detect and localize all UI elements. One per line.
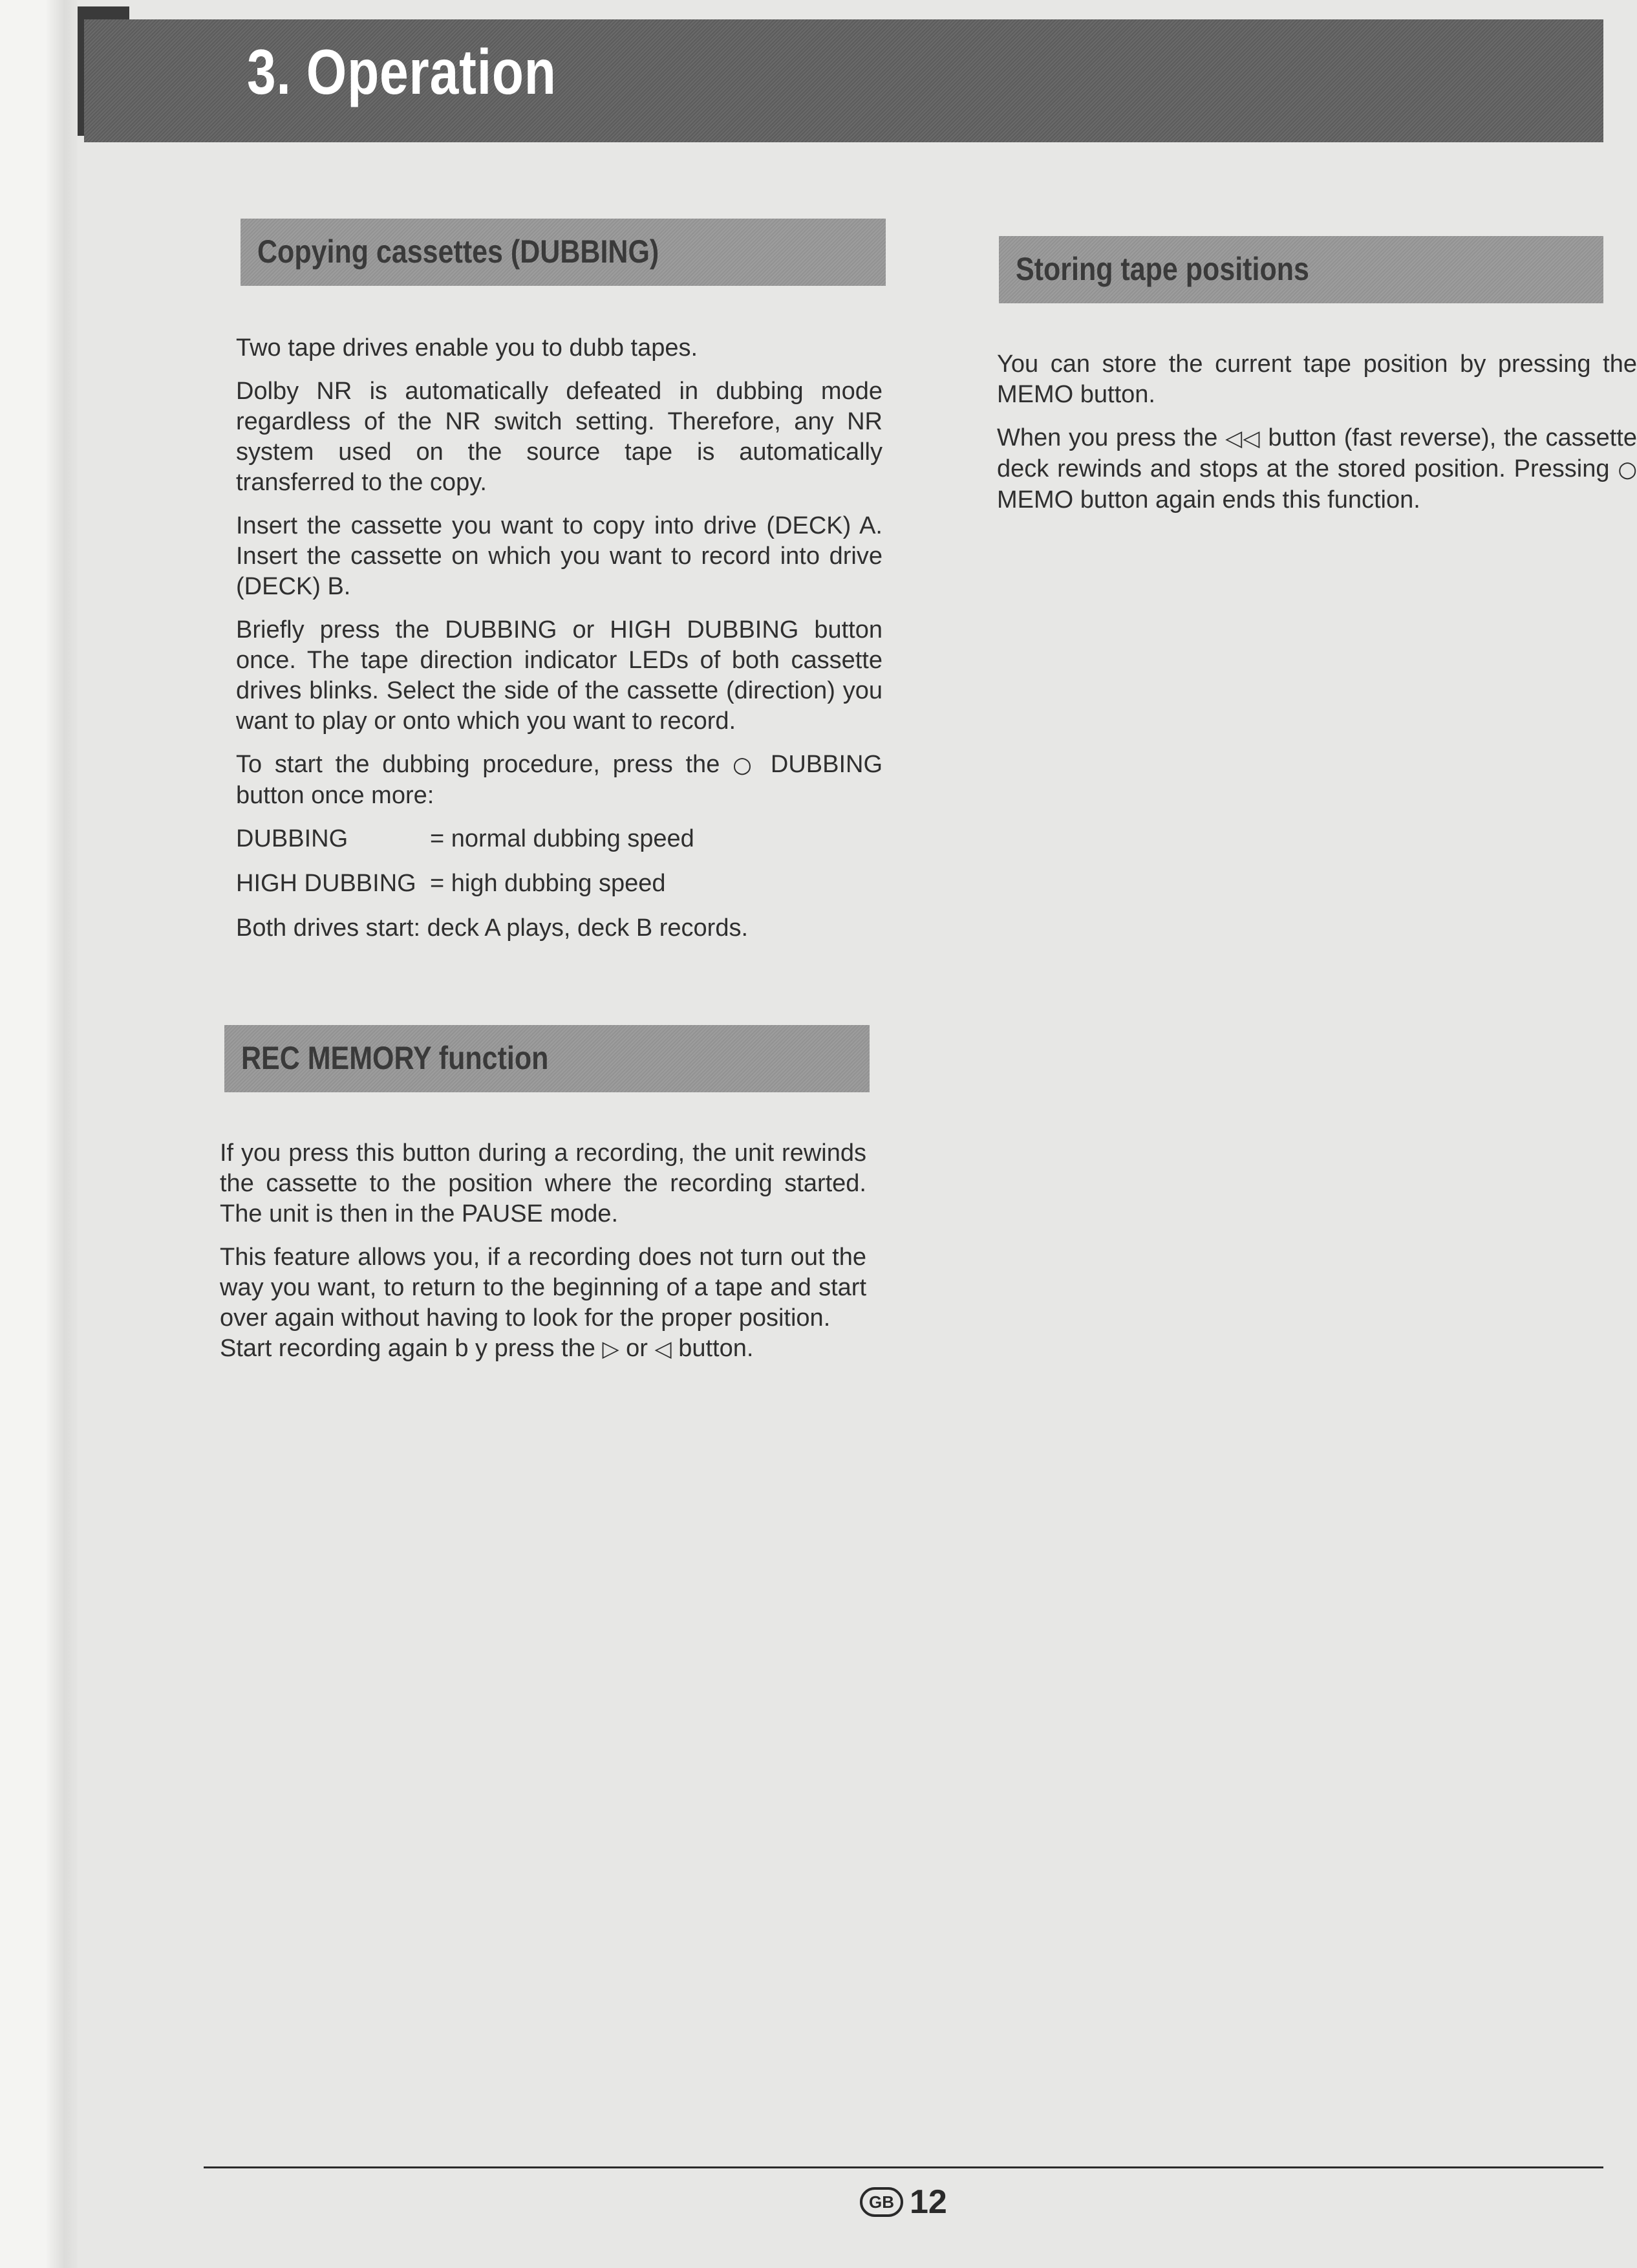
definition-row [236, 869, 883, 899]
paragraph [236, 750, 883, 811]
text-span: MEMO button again ends this function. [997, 486, 1420, 513]
page-title: 3. Operation [247, 36, 557, 107]
paragraph: This feature allows you, if a recording does not turn out the way you want, to return to the beginning of a tape and start over again without having to look for the proper position. [220, 1244, 866, 1332]
play-reverse-icon: ◁ [654, 1336, 672, 1362]
country-badge: GB [860, 2187, 903, 2217]
circle-symbol-icon: ○ [1618, 457, 1637, 482]
paragraph [997, 423, 1637, 515]
page-number: 12 [910, 2183, 947, 2221]
definition-term: HIGH DUBBING [236, 870, 416, 897]
fast-reverse-icon: ◁◁ [1225, 426, 1261, 451]
definition-desc: = high dubbing speed [430, 870, 666, 897]
section-header-storing [999, 236, 1603, 303]
section-title-storing: Storing tape positions [1016, 251, 1309, 287]
paragraph: You can store the current tape position by pressing the MEMO button. [997, 351, 1637, 408]
text-span: When you press the [997, 424, 1218, 451]
storing-section-body [997, 349, 1637, 528]
definition-desc: = normal dubbing speed [430, 825, 694, 852]
paragraph: If you press this button during a recording, the unit rewinds the cassette to the position where the recording started. The unit is then in the PAUSE mode. [220, 1139, 866, 1227]
rec-memory-section-body [220, 1138, 866, 1377]
text-span: button (fast reverse), the cassette deck rewinds and stops at the stored position. Pressing [997, 424, 1637, 482]
dubbing-section-body [236, 333, 883, 956]
section-title-rec-memory: REC MEMORY function [241, 1040, 549, 1076]
paragraph: Both drives start: deck A plays, deck B records. [236, 914, 749, 942]
paragraph [220, 1334, 866, 1365]
page-binding-edge [0, 0, 78, 2268]
text-span: or [626, 1335, 648, 1362]
text-span: To start the dubbing procedure, press the [236, 751, 720, 778]
paragraph: Insert the cassette you want to copy into drive (DECK) A. Insert the cassette on which you want to record into drive (DECK) B. [236, 512, 883, 600]
section-header-rec-memory [224, 1025, 870, 1092]
footer-rule [204, 2166, 1603, 2168]
paragraph: Two tape drives enable you to dubb tapes. [236, 334, 698, 362]
page-footer [860, 2183, 947, 2221]
section-header-dubbing [241, 219, 886, 286]
text-span: Start recording again b y press the [220, 1335, 595, 1362]
section-title-dubbing: Copying cassettes (DUBBING) [257, 233, 659, 270]
definition-row [236, 824, 883, 854]
text-span: DUBBING button once more: [236, 751, 883, 809]
circle-symbol-icon: ○ [733, 752, 758, 778]
play-forward-icon: ▷ [602, 1336, 619, 1362]
paragraph: Dolby NR is automatically defeated in dubbing mode regardless of the NR switch setting. Therefore, any NR system used on the source tape is automatically transferred to the copy. [236, 378, 883, 496]
text-span: button. [678, 1335, 754, 1362]
paragraph: Briefly press the DUBBING or HIGH DUBBING button once. The tape direction indicator LEDs of both cassette drives blinks. Select the side of the cassette (direction) you want to play or onto which you want to record. [236, 616, 883, 735]
definition-term: DUBBING [236, 825, 348, 852]
